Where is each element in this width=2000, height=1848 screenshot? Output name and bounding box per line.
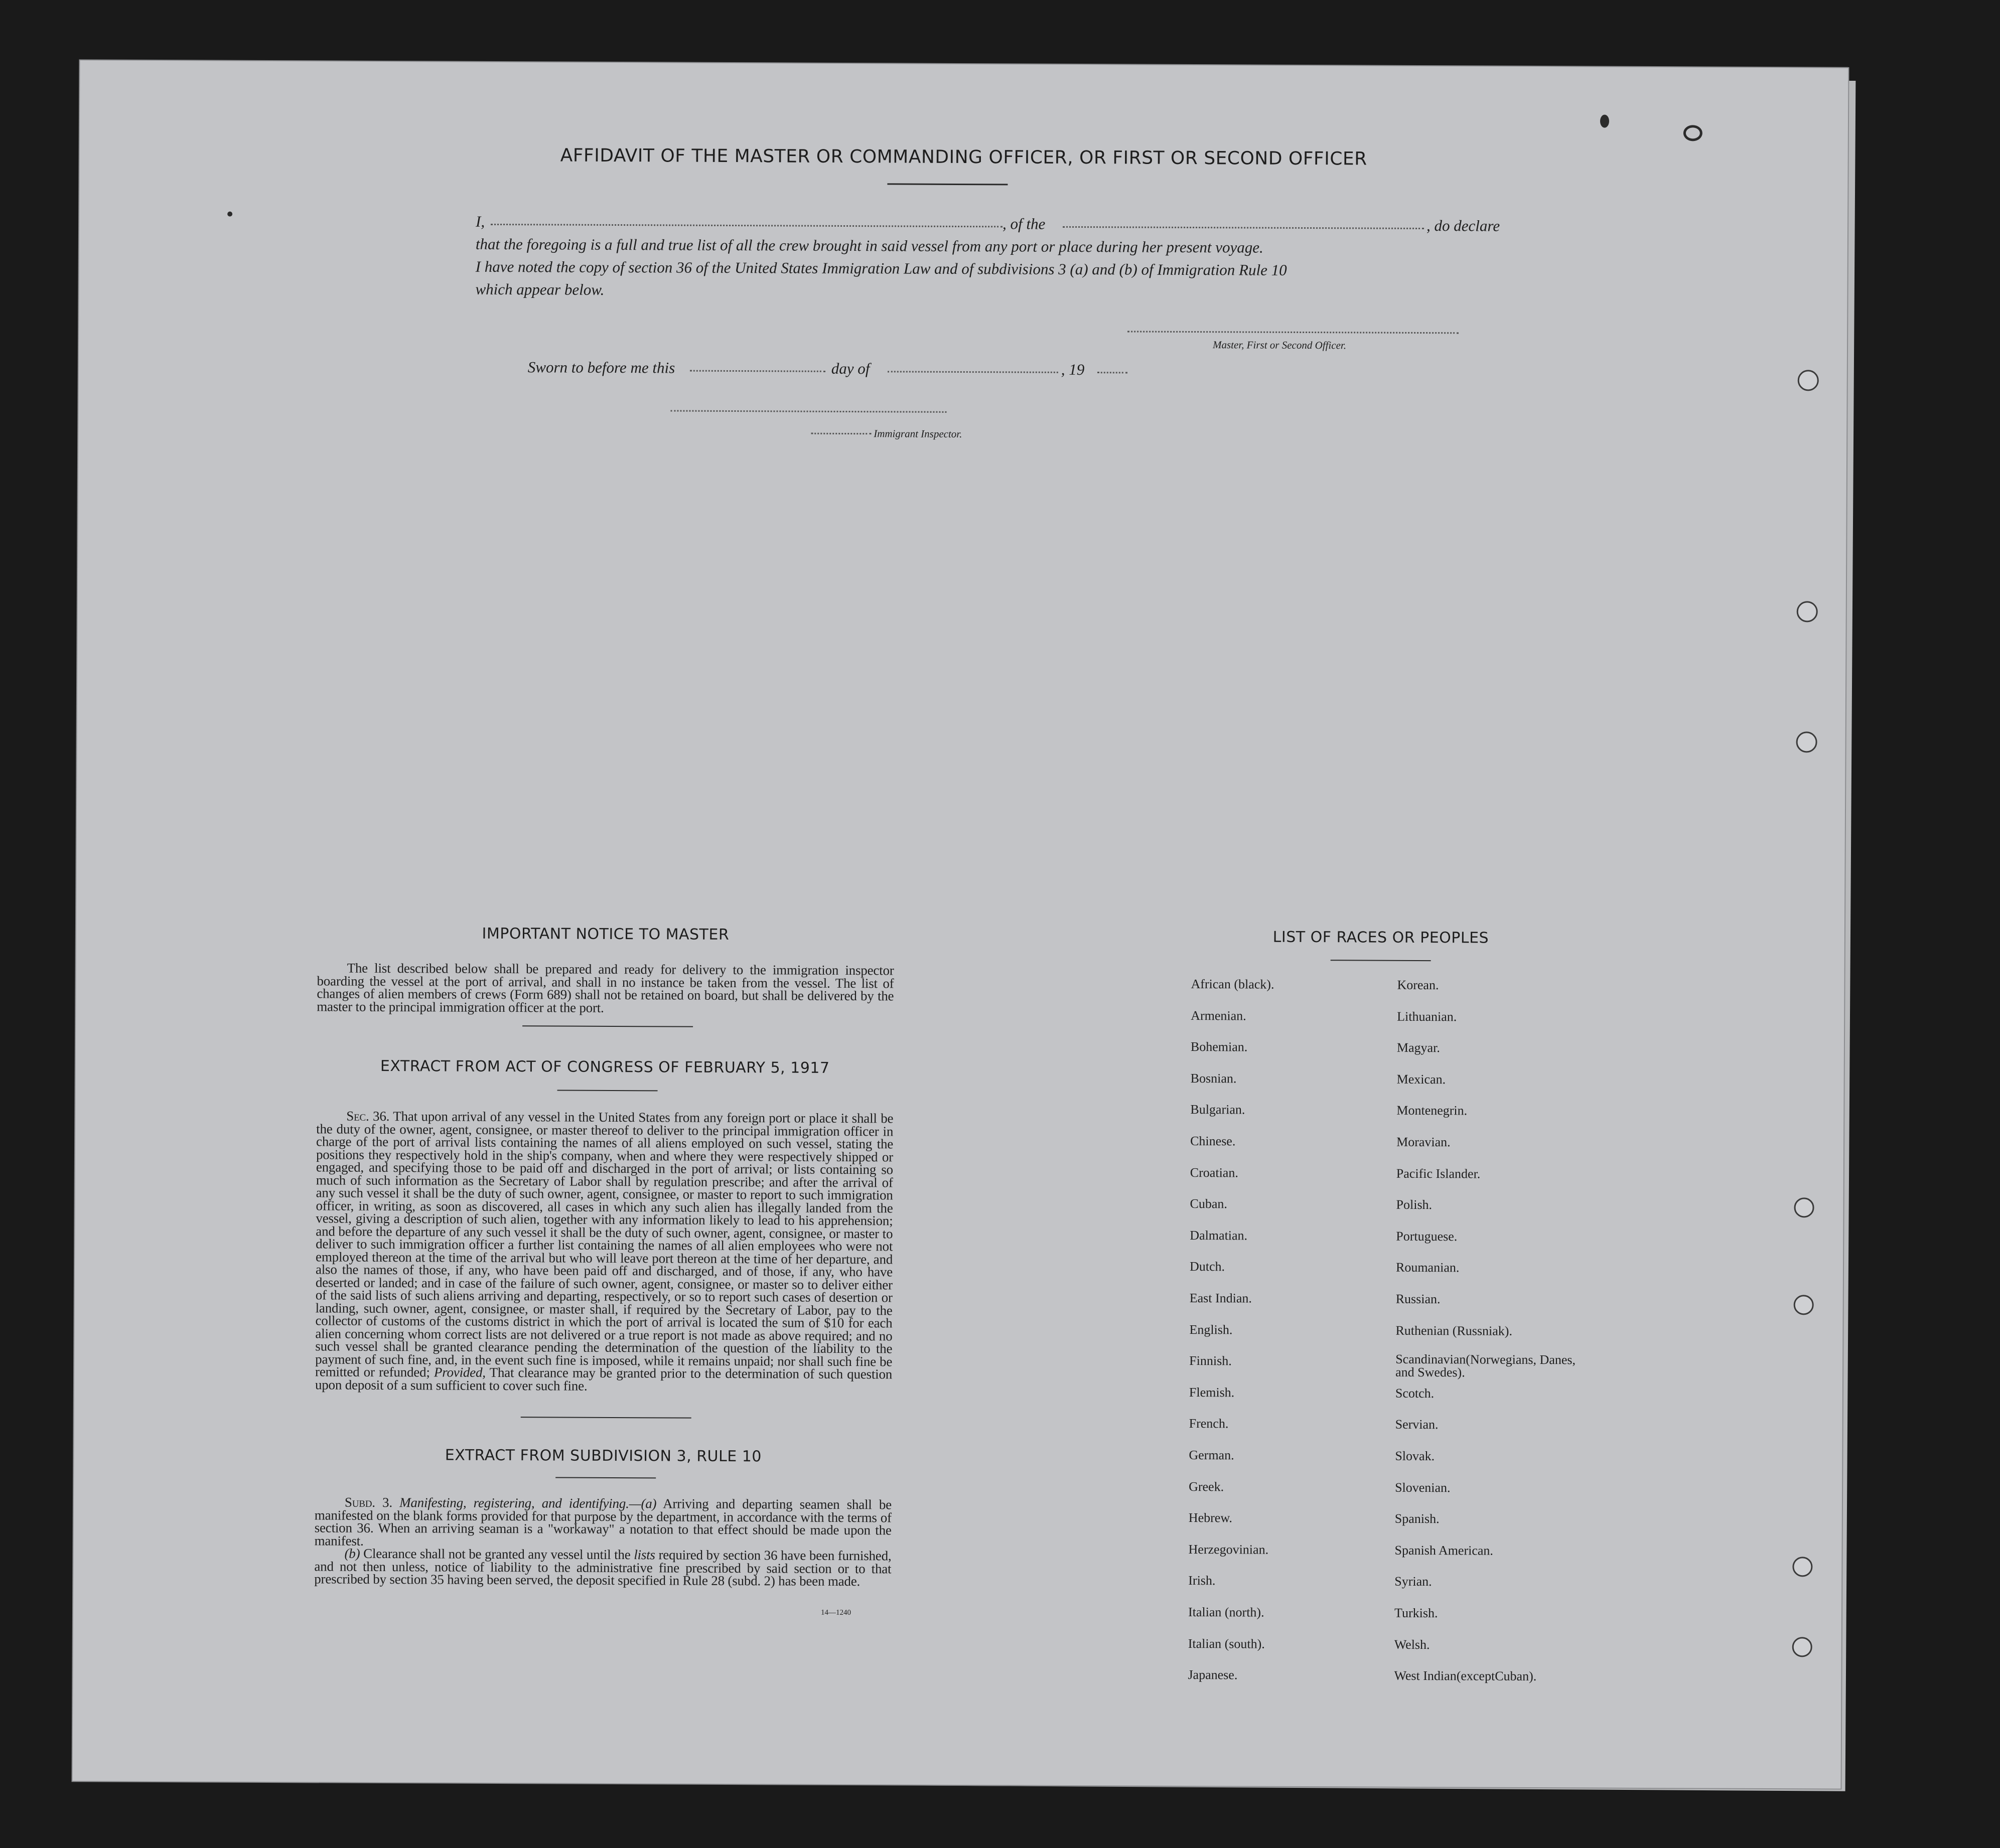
affidavit-line-3: I have noted the copy of section 36 of the United States Immigration Law and of subdivisions 3 (a) and (b) of Immigration Rule 10	[475, 257, 1287, 279]
race-item: Russian.	[1395, 1291, 1441, 1307]
ink-mark	[1600, 115, 1609, 128]
races-divider	[1331, 960, 1431, 961]
declarant-name-field[interactable]	[491, 224, 1003, 227]
race-item: Italian (south).	[1188, 1636, 1265, 1651]
race-item: Cuban.	[1190, 1196, 1228, 1211]
rule-extract-body-b	[314, 1547, 891, 1588]
race-item: Dalmatian.	[1190, 1227, 1248, 1243]
sec-label: Sec. 36.	[346, 1108, 390, 1124]
affidavit-of-the: , of the	[1003, 215, 1046, 233]
race-item: Italian (north).	[1188, 1604, 1264, 1620]
punch-hole	[1794, 1295, 1814, 1315]
affidavit-declare: , do declare	[1426, 217, 1500, 235]
sworn-year-field[interactable]	[1097, 372, 1127, 373]
race-item: Dutch.	[1189, 1259, 1225, 1274]
race-item: French.	[1189, 1416, 1229, 1431]
sworn-month-field[interactable]	[888, 371, 1058, 373]
ink-mark	[1683, 125, 1702, 141]
proviso-label: Provided,	[434, 1364, 486, 1380]
race-item: Scandinavian(Norwegians, Danes, and Swedes).	[1395, 1351, 1576, 1380]
affidavit-i: I,	[476, 212, 485, 230]
proviso-text: That clearance may be granted prior to the determination of such question upon deposit of a sum sufficient to cover such fine.	[315, 1364, 893, 1394]
race-item: West Indian(exceptCuban).	[1394, 1668, 1537, 1684]
race-item: Roumanian.	[1395, 1260, 1460, 1275]
race-item: Spanish.	[1394, 1511, 1440, 1526]
punch-hole	[1792, 1637, 1812, 1657]
notice-text: The list described below shall be prepared and ready for delivery to the immigration inspector boarding the vessel at the port of arrival, and shall in no instance be taken from the vessel. The list of changes of alien members of crews (Form 689) shall not be retained on board, but shall be delivered by the master to the principal immigration officer at the port.	[317, 960, 894, 1015]
race-item: Lithuanian.	[1397, 1009, 1457, 1024]
rule-text-a: Arriving and departing seamen shall be manifested on the blank forms provided for that purpose by the department, in accordance with the terms of section 36. When an arriving seaman is a "workaway" a notation to that effect should be made upon the manifest.	[314, 1496, 892, 1549]
race-item: Chinese.	[1190, 1134, 1236, 1149]
race-item: Slovenian.	[1395, 1480, 1451, 1495]
ink-mark	[227, 212, 232, 217]
lists-word: lists	[634, 1547, 655, 1563]
race-item: Slovak.	[1395, 1448, 1435, 1464]
sworn-year: , 19	[1061, 360, 1085, 379]
race-item: African (black).	[1191, 977, 1274, 992]
affidavit-line-4: which appear below.	[475, 280, 605, 298]
inspector-signature-field[interactable]	[670, 410, 946, 412]
race-item: Hebrew.	[1188, 1510, 1233, 1525]
inspector-prefix-dots	[811, 433, 871, 435]
sworn-prefix: Sworn to before me this	[527, 358, 675, 377]
race-item: Bosnian.	[1190, 1070, 1237, 1086]
subd-heading: Manifesting, registering, and identifying.—(a)	[399, 1495, 657, 1511]
races-title: LIST OF RACES OR PEOPLES	[1272, 928, 1489, 947]
race-item: Polish.	[1396, 1197, 1433, 1212]
affidavit-line-2: that the foregoing is a full and true list of all the crew brought in said vessel from any port or place during her present voyage.	[475, 235, 1263, 256]
act-end-divider	[521, 1417, 691, 1418]
punch-hole	[1797, 601, 1818, 622]
label-b: (b)	[344, 1546, 360, 1561]
race-item: Korean.	[1397, 977, 1439, 993]
document-page	[73, 60, 1848, 1788]
race-item: Servian.	[1395, 1417, 1439, 1432]
rule-extract-body-a	[315, 1496, 892, 1550]
inspector-label: Immigrant Inspector.	[874, 427, 962, 440]
act-extract-title: EXTRACT FROM ACT OF CONGRESS OF FEBRUARY 5, 1917	[380, 1057, 830, 1077]
title-divider	[887, 183, 1008, 185]
act-extract-body	[315, 1110, 893, 1394]
race-item: Syrian.	[1394, 1574, 1432, 1589]
punch-hole	[1798, 370, 1819, 391]
master-signature-label: Master, First or Second Officer.	[1212, 339, 1347, 352]
act-extract-text: That upon arrival of any vessel in the United States from any foreign port or place it shall be the duty of the owner, agent, consignee, or master thereof to deliver to the principal immigration officer in charge of the port of arrival lists containing the names of all aliens employed on such vessel, stating the positions they respectively hold in the ship's company, when and where they were respectively shipped or engaged, and specifying those to be paid off and discharged in the port of arrival; or lists containing so much of such information as the Secretary of Labor shall by regulation prescribe; and after the arrival of any such vessel it shall be the duty of such owner, agent, consignee, or master to report to such immigration officer, in writing, as soon as discovered, all cases in which any such alien has illegally landed from the vessel, giving a description of such alien, together with any information likely to lead to his apprehension; and before the departure of any such vessel it shall be the duty of such owner, agent, consignee, or master to deliver to such immigration officer a further list containing the names of all alien employees who were not employed thereon at the time of the arrival but who will leave port thereon at the time of her departure, and also the names of those, if any, who have been paid off and discharged, and of those, if any, who have deserted or landed; and in case of the failure of such owner, agent, consignee, or master so to deliver either of the said lists of such aliens arriving and departing, respectively, or so to report such cases of desertion or landing, such owner, agent, consignee, or master shall, if required by the Secretary of Labor, pay to the collector of customs of the customs district in which the port of arrival is located the sum of $10 for each alien concerning whom correct lists are not delivered or a true report is not made as above required; and no such vessel shall be granted clearance pending the determination of the question of the liability to the payment of such fine, and, in the event such fine is imposed, while it remains unpaid; nor shall such fine be remitted or refunded;	[315, 1109, 894, 1380]
vessel-name-field[interactable]	[1063, 226, 1424, 229]
sworn-day-field[interactable]	[690, 370, 825, 372]
rule-divider	[555, 1477, 656, 1478]
race-item: Pacific Islander.	[1396, 1166, 1481, 1181]
race-item: East Indian.	[1189, 1291, 1252, 1306]
notice-divider	[522, 1025, 693, 1027]
subd-label: Subd. 3.	[344, 1494, 392, 1510]
affidavit-title: AFFIDAVIT OF THE MASTER OR COMMANDING OFFICER, OR FIRST OR SECOND OFFICER	[560, 145, 1367, 170]
rule-text-b2: required by section 36 have been furnished, and not then unless, notice of liability to the administrative fine prescribed by said section or to that prescribed by section 35 having been served, the deposit specified in Rule 28 (subd. 2) has been made.	[314, 1547, 892, 1589]
race-item: German.	[1189, 1447, 1234, 1463]
race-item: Portuguese.	[1396, 1228, 1458, 1244]
race-item: Herzegovinian.	[1188, 1542, 1269, 1557]
race-item: Magyar.	[1396, 1040, 1440, 1055]
race-item: Ruthenian (Russniak).	[1395, 1323, 1513, 1338]
race-item: Bohemian.	[1190, 1039, 1248, 1054]
race-item: Montenegrin.	[1396, 1103, 1468, 1118]
race-item: Japanese.	[1188, 1667, 1238, 1682]
race-item: Moravian.	[1396, 1134, 1451, 1150]
act-divider	[557, 1090, 658, 1091]
race-item: Spanish American.	[1394, 1543, 1494, 1558]
rule-text-b1: Clearance shall not be granted any vessel until the	[363, 1546, 631, 1563]
race-item: Bulgarian.	[1190, 1102, 1245, 1117]
race-item: Greek.	[1189, 1479, 1224, 1494]
race-item: Irish.	[1188, 1573, 1216, 1588]
race-item: Flemish.	[1189, 1384, 1235, 1400]
race-item: Finnish.	[1189, 1353, 1232, 1368]
notice-title: IMPORTANT NOTICE TO MASTER	[482, 925, 730, 944]
race-item: Scotch.	[1395, 1385, 1435, 1401]
race-item: English.	[1189, 1322, 1233, 1337]
race-item: Armenian.	[1191, 1008, 1246, 1023]
race-item: Welsh.	[1394, 1637, 1430, 1652]
punch-hole	[1796, 731, 1817, 752]
form-number: 14—1240	[820, 1608, 851, 1617]
punch-hole	[1794, 1197, 1814, 1217]
sworn-day-of: day of	[831, 359, 870, 378]
master-signature-field[interactable]	[1127, 331, 1459, 334]
race-item: Croatian.	[1190, 1165, 1238, 1180]
rule-extract-title: EXTRACT FROM SUBDIVISION 3, RULE 10	[445, 1446, 762, 1466]
race-item: Turkish.	[1394, 1605, 1438, 1621]
punch-hole	[1792, 1557, 1812, 1577]
race-item: Mexican.	[1396, 1071, 1446, 1087]
